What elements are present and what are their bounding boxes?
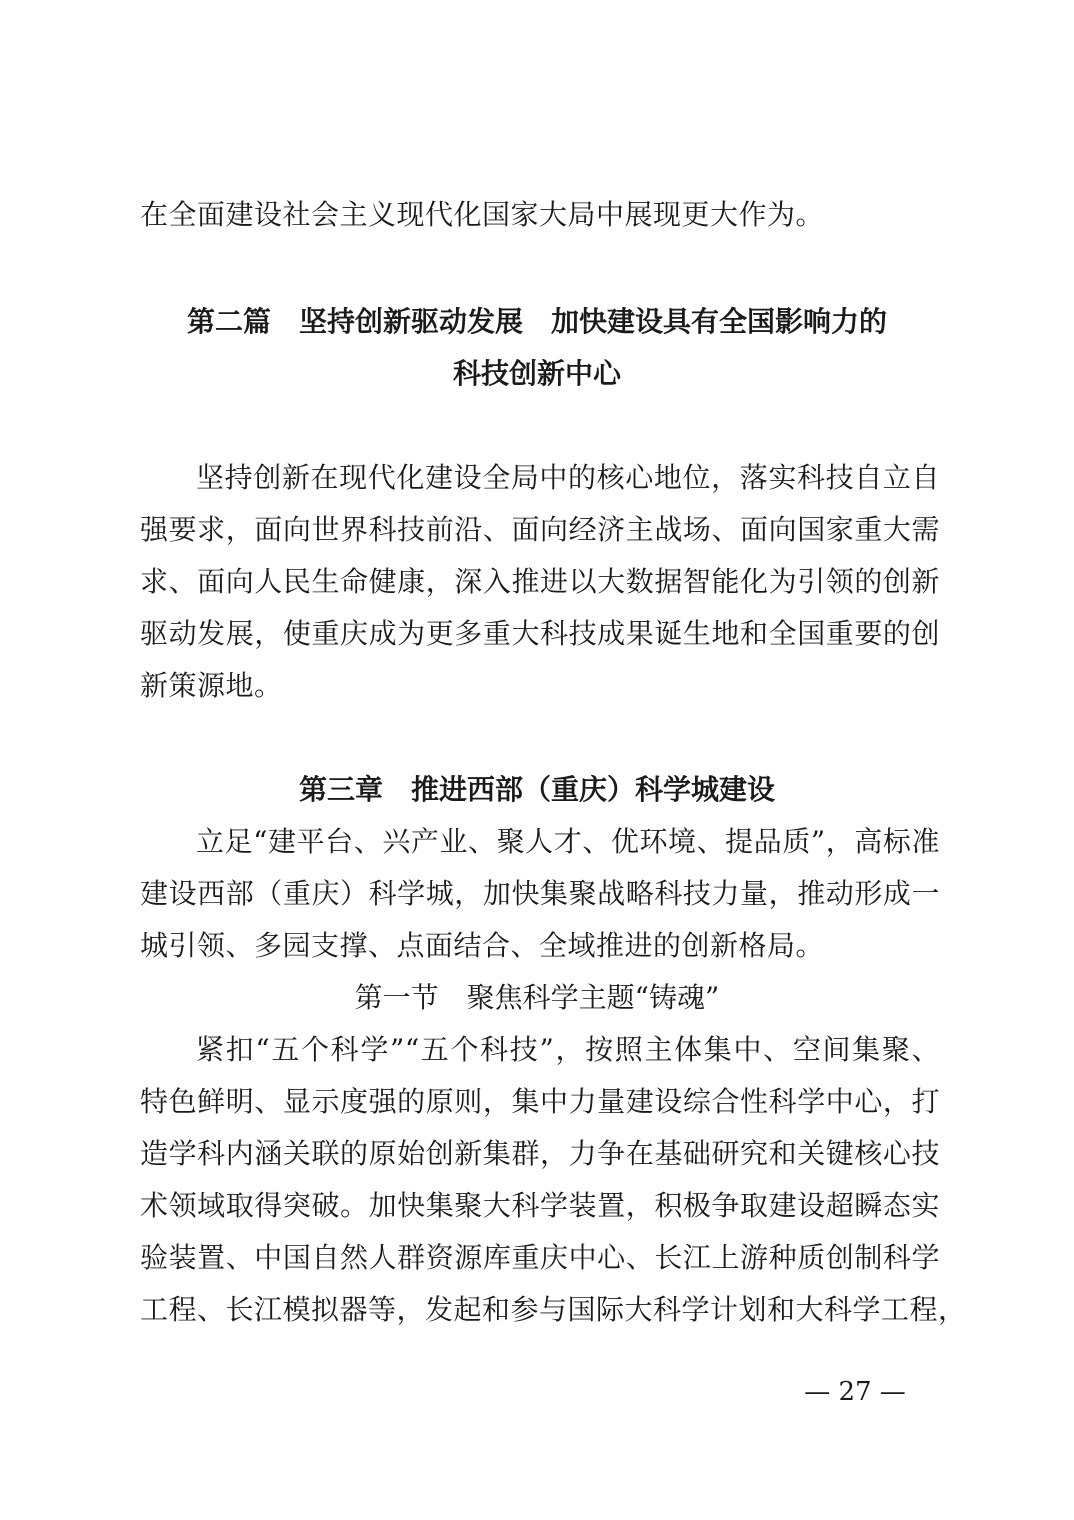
section-paragraph-line-5: 验装置、中国自然人群资源库重庆中心、长江上游种质创制科学	[140, 1241, 940, 1274]
section-title: 第一节 聚焦科学主题“铸魂”	[354, 981, 720, 1014]
section-paragraph-line-6: 工程、长江模拟器等，发起和参与国际大科学计划和大科学工程，	[140, 1293, 967, 1326]
section-paragraph-line-2: 特色鲜明、显示度强的原则，集中力量建设综合性科学中心，打	[140, 1085, 940, 1118]
section-paragraph-line-1: 紧扣“五个科学”“五个科技”，按照主体集中、空间集聚、	[196, 1033, 940, 1066]
part-paragraph-line-1: 坚持创新在现代化建设全局中的核心地位，落实科技自立自	[196, 461, 940, 494]
section-paragraph-line-3: 造学科内涵关联的原始创新集群，力争在基础研究和关键核心技	[140, 1137, 940, 1170]
chapter-paragraph-line-3: 城引领、多园支撑、点面结合、全域推进的创新格局。	[140, 929, 825, 962]
chapter-title: 第三章 推进西部（重庆）科学城建设	[298, 773, 775, 806]
part-paragraph-line-4: 驱动发展，使重庆成为更多重大科技成果诞生地和全国重要的创	[140, 617, 940, 650]
part-paragraph-line-2: 强要求，面向世界科技前沿、面向经济主战场、面向国家重大需	[140, 513, 940, 546]
page-number: — 27 —	[804, 1377, 906, 1407]
chapter-paragraph-line-2: 建设西部（重庆）科学城，加快集聚战略科技力量，推动形成一	[140, 877, 940, 910]
chapter-paragraph-line-1: 立足“建平台、兴产业、聚人才、优环境、提品质”，高标准	[196, 825, 940, 858]
section-paragraph-line-4: 术领域取得突破。加快集聚大科学装置，积极争取建设超瞬态实	[140, 1189, 940, 1222]
part-title-line-2: 科技创新中心	[452, 357, 621, 390]
part-paragraph-line-5: 新策源地。	[140, 669, 283, 702]
part-paragraph-line-3: 求、面向人民生命健康，深入推进以大数据智能化为引领的创新	[140, 565, 940, 598]
intro-line: 在全面建设社会主义现代化国家大局中展现更大作为。	[140, 198, 825, 231]
part-title-line-1: 第二篇 坚持创新驱动发展 加快建设具有全国影响力的	[186, 305, 887, 338]
